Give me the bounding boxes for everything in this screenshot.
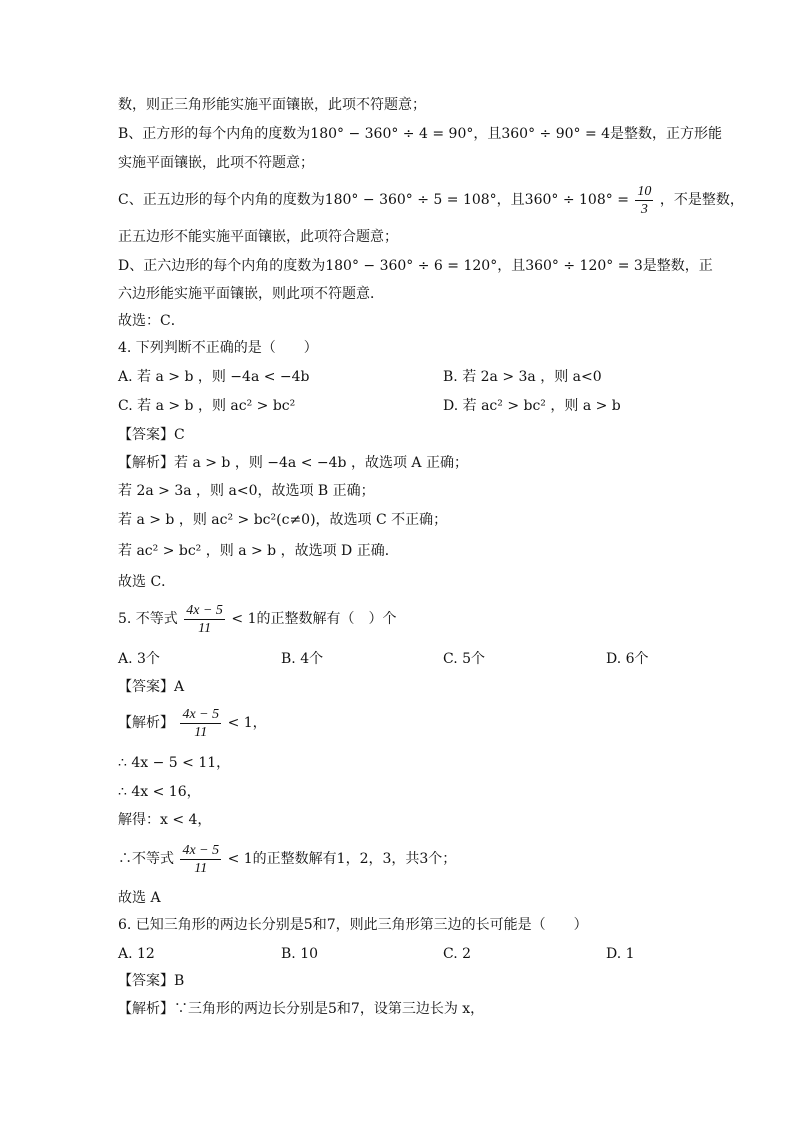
option-d: D. 若 ac² > bc² ，则 a > b	[443, 398, 621, 414]
fraction	[184, 602, 225, 637]
explanation-line: 若 ac² > bc² ，则 a > b ，故选项 D 正确．	[118, 543, 399, 559]
fraction	[180, 842, 221, 877]
option-a: A. 若 a > b ，则 −4a < −4b	[118, 369, 310, 385]
option-c: C. 5个	[443, 651, 486, 667]
fraction-denominator: 11	[194, 724, 208, 740]
text-segment: C、正五边形的每个内角的度数为180° − 360° ÷ 5 = 108°，且360° ÷ 108° =	[118, 192, 629, 208]
text-line: 六边形能实施平面镶嵌，则此项不符题意．	[118, 286, 384, 302]
option-c: C. 2	[443, 946, 472, 962]
text-segment: 5. 不等式	[118, 611, 178, 627]
explanation-line: 故选 C．	[118, 574, 176, 590]
text-segment: < 1的正整数解有（ ）个	[231, 611, 397, 627]
text-segment: < 1的正整数解有1，2，3，共3个；	[227, 851, 457, 867]
option-c: C. 若 a > b ，则 ac² > bc²	[118, 398, 296, 414]
answer: 【答案】A	[118, 679, 185, 695]
text-line: 实施平面镶嵌，此项不符题意；	[118, 155, 314, 171]
question-5	[118, 600, 396, 638]
text-line: 正五边形不能实施平面镶嵌，此项符合题意；	[118, 229, 398, 245]
fraction	[635, 183, 653, 218]
text-line: B、正方形的每个内角的度数为180° − 360° ÷ 4 = 90°，且360° ÷ 90° = 4是整数，正方形能	[118, 126, 723, 142]
explanation-line: 若 a > b ，则 ac² > bc²(c≠0)，故选项 C 不正确；	[118, 512, 448, 528]
explanation-line: ∴ 4x − 5 < 11，	[118, 755, 231, 771]
fraction-numerator: 10	[637, 183, 652, 199]
answer: 【答案】B	[118, 973, 185, 989]
fraction-denominator: 11	[194, 860, 208, 876]
text-line: 故选：C．	[118, 313, 185, 329]
text-segment: 【解析】	[118, 715, 174, 731]
option-b: B. 4个	[281, 651, 324, 667]
explanation-line: 解得：x < 4，	[118, 812, 212, 828]
explanation-line: 故选 A	[118, 890, 161, 906]
explanation-line: ∴ 4x < 16，	[118, 784, 201, 800]
option-d: D. 1	[606, 946, 635, 962]
explanation-line: 【解析】∵三角形的两边长分别是5和7，设第三边长为 x，	[118, 1001, 485, 1017]
option-a: A. 12	[118, 946, 155, 962]
fraction-numerator: 4x − 5	[182, 842, 220, 858]
option-b: B. 若 2a > 3a ，则 a<0	[443, 369, 602, 385]
fraction	[180, 706, 221, 741]
option-a: A. 3个	[118, 651, 160, 667]
explanation-line: 若 2a > 3a ，则 a<0，故选项 B 正确；	[118, 483, 375, 499]
fraction-numerator: 4x − 5	[182, 706, 220, 722]
text-line-with-fraction	[118, 181, 744, 219]
text-segment: < 1，	[227, 715, 267, 731]
text-segment: ，不是整数，	[659, 192, 744, 208]
question-4: 4. 下列判断不正确的是（ ）	[118, 340, 318, 356]
explanation-line-with-fraction	[118, 704, 267, 742]
text-line: D、正六边形的每个内角的度数为180° − 360° ÷ 6 = 120°，且360° ÷ 120° = 3是整数，正	[118, 258, 713, 274]
option-b: B. 10	[281, 946, 319, 962]
explanation-line-with-fraction	[118, 840, 456, 878]
fraction-denominator: 11	[198, 620, 212, 636]
fraction-numerator: 4x − 5	[186, 602, 223, 618]
text-segment: ∴不等式	[118, 851, 174, 867]
fraction-denominator: 3	[640, 201, 648, 217]
explanation-line: 【解析】若 a > b ，则 −4a < −4b ，故选项 A 正确；	[118, 455, 468, 471]
text-line: 数，则正三角形能实施平面镶嵌，此项不符题意；	[118, 97, 426, 113]
option-d: D. 6个	[606, 651, 649, 667]
question-6: 6. 已知三角形的两边长分别是5和7，则此三角形第三边的长可能是（ ）	[118, 917, 588, 933]
answer: 【答案】C	[118, 427, 185, 443]
